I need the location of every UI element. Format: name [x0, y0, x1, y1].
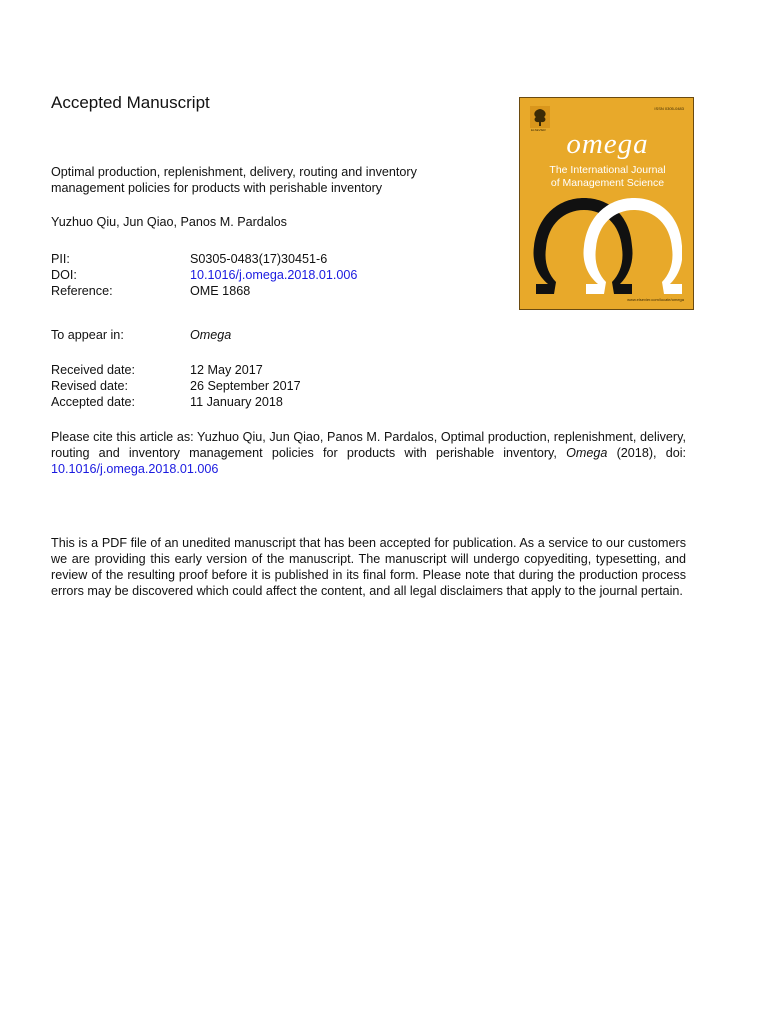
appear-block — [51, 327, 231, 343]
double-omega-icon — [532, 190, 682, 300]
page-heading: Accepted Manuscript — [51, 93, 210, 112]
received-value: 12 May 2017 — [190, 363, 263, 377]
citation-doi-link[interactable]: 10.1016/j.omega.2018.01.006 — [51, 462, 219, 476]
revised-value: 26 September 2017 — [190, 379, 301, 393]
article-title: Optimal production, replenishment, delivery, routing and inventory management policies for products with perishable inventory — [51, 165, 417, 195]
revised-label: Revised date: — [51, 379, 129, 393]
reference-value: OME 1868 — [190, 284, 251, 298]
elsevier-tree-logo-icon — [530, 106, 550, 128]
identifiers-block — [51, 251, 357, 299]
reference-label: Reference: — [51, 284, 113, 298]
citation-journal: Omega — [566, 446, 608, 460]
citation-year-doi: (2018), doi: — [616, 446, 686, 460]
citation-paragraph — [51, 429, 686, 477]
cover-journal-name: omega — [566, 128, 649, 160]
doi-link[interactable]: 10.1016/j.omega.2018.01.006 — [190, 268, 358, 282]
journal-cover — [519, 97, 694, 310]
cover-subtitle — [520, 164, 694, 190]
authors: Yuzhuo Qiu, Jun Qiao, Panos M. Pardalos — [51, 215, 287, 229]
publisher-mark: ELSEVIER — [531, 128, 546, 132]
cover-url: www.elsevier.com/locate/omega — [627, 297, 684, 302]
pii-label: PII: — [51, 252, 70, 266]
citation-text: Please cite this article as: Yuzhuo Qiu, Jun Qiao, Panos M. Pardalos, Optimal production, replenishment, delivery, routing and inventory management policies for products with perishable inventory, — [51, 430, 686, 460]
accepted-value: 11 January 2018 — [190, 395, 283, 409]
disclaimer-paragraph: This is a PDF file of an unedited manuscript that has been accepted for publication. As a service to our customers we are providing this early version of the manuscript. The manuscript will undergo copyediting, typesetting, and review of the resulting proof before it is published in its final form. Please note that during the production process errors may be discovered which could affect the content, and all legal disclaimers that apply to the journal pertain. — [51, 536, 686, 598]
pii-value: S0305-0483(17)30451-6 — [190, 252, 328, 266]
doi-label: DOI: — [51, 268, 77, 282]
received-label: Received date: — [51, 363, 136, 377]
dates-block — [51, 362, 301, 410]
cover-issn: ISSN 0305-0483 — [654, 106, 684, 111]
appear-journal: Omega — [190, 328, 232, 342]
cover-subtitle-line1: The International Journal — [549, 164, 666, 176]
accepted-label: Accepted date: — [51, 395, 136, 409]
cover-subtitle-line2: of Management Science — [550, 177, 665, 189]
appear-label: To appear in: — [51, 328, 124, 342]
